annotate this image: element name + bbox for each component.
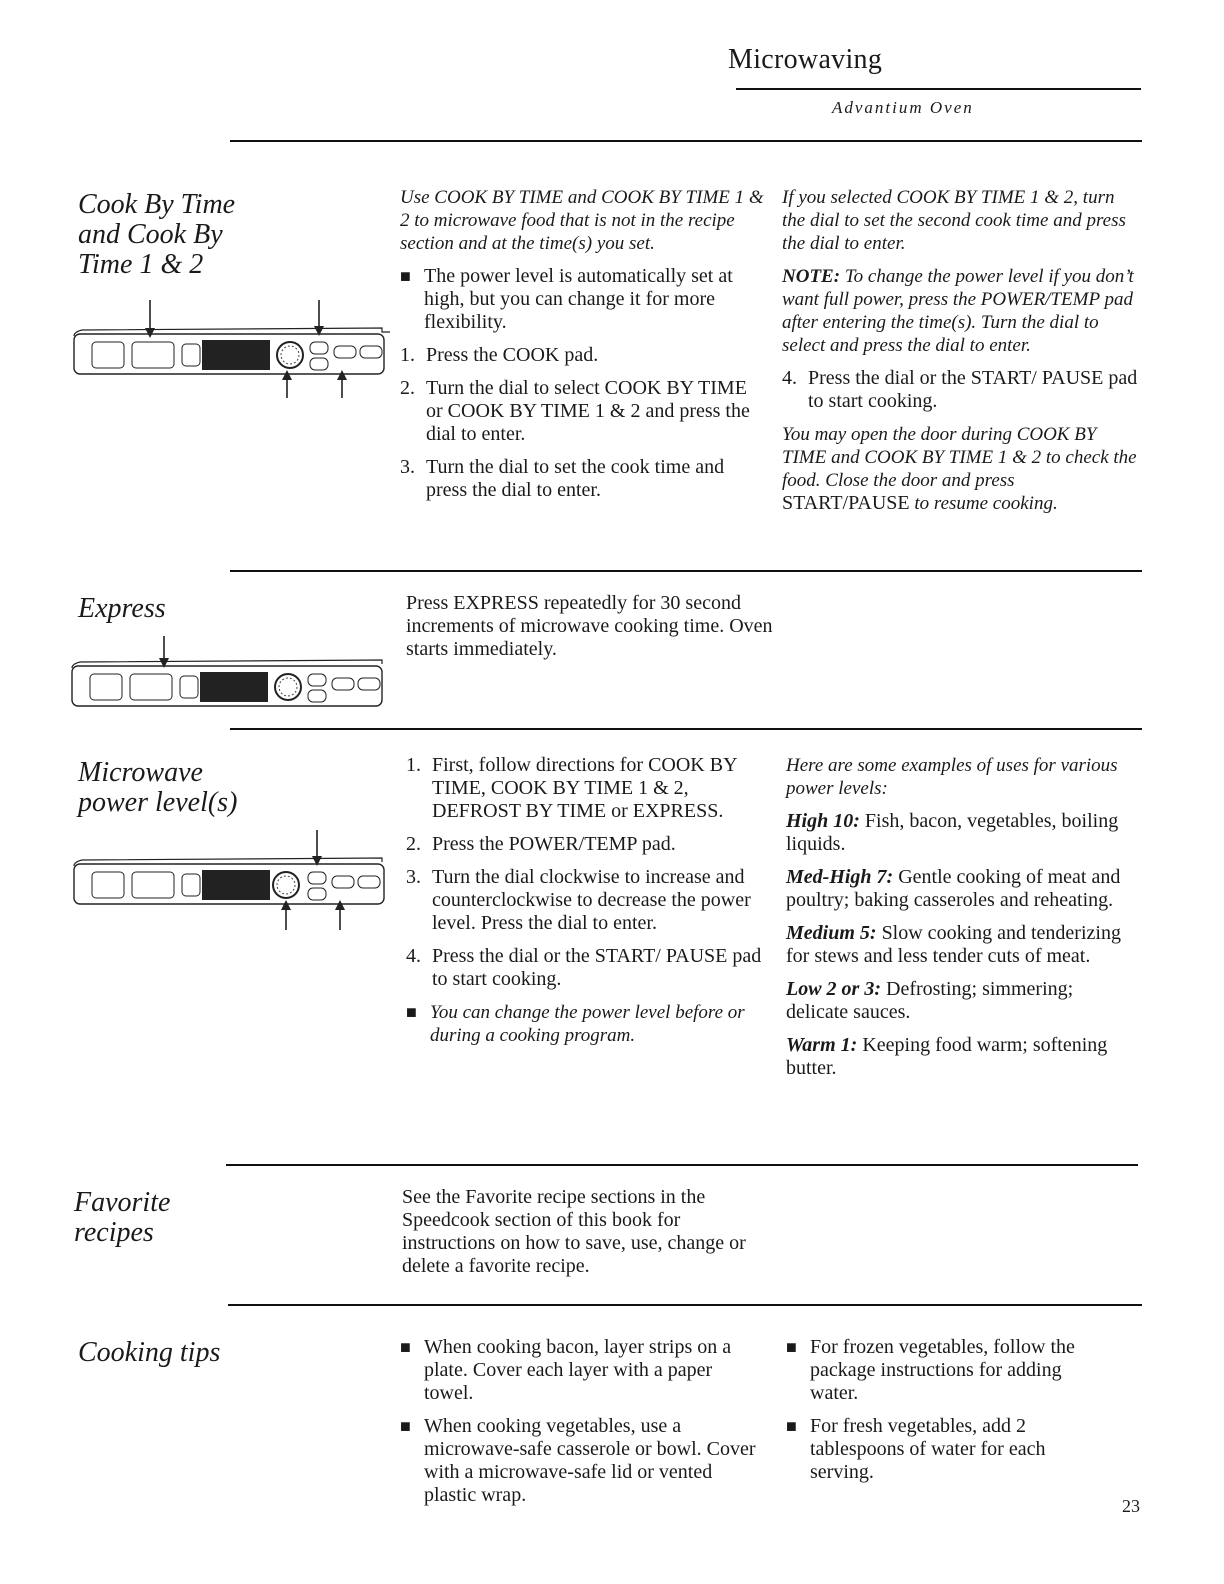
list-item: 4. Press the dial or the START/ PAUSE pad to start cooking.	[782, 367, 1138, 412]
cook-by-time-column-1	[400, 186, 765, 512]
list-item: 3. Turn the dial clockwise to increase and counterclockwise to decrease the power level. Press the dial to enter.	[406, 866, 751, 934]
cook-by-time-column-2	[782, 186, 1140, 525]
section-rule	[230, 570, 1142, 572]
list-item: 2. Press the POWER/TEMP pad.	[406, 833, 676, 855]
bullet-square-icon: ■	[400, 266, 411, 286]
favorite-text: See the Favorite recipe sections in the Speedcook section of this book for instructions on how to save, use, change or delete a favorite recipe.	[402, 1186, 746, 1277]
list-item: Med-High 7: Gentle cooking of meat and poultry; baking casseroles and reheating.	[786, 866, 1121, 911]
list-item: ■ When cooking vegetables, use a microwave-safe casserole or bowl. Cover with a microwave-safe lid or vented plastic wrap.	[400, 1415, 756, 1506]
bullet-square-icon: ■	[400, 1416, 411, 1436]
cooking-tips-column-2	[786, 1336, 1106, 1494]
bullet-square-icon: ■	[786, 1337, 797, 1357]
list-item: ■ The power level is automatically set at high, but you can change it for more flexibility.	[400, 265, 733, 333]
list-item: ■ For frozen vegetables, follow the package instructions for adding water.	[786, 1336, 1075, 1404]
section-rule	[226, 1164, 1138, 1166]
cook-by-time-note: NOTE: To change the power level if you don’t want full power, press the POWER/TEMP pad after entering the time(s). Turn the dial to select and press the dial to enter.	[782, 266, 1134, 356]
list-item: Warm 1: Keeping food warm; softening butter.	[786, 1034, 1108, 1079]
list-item: ■ You can change the power level before or during a cooking program.	[406, 1002, 745, 1046]
power-levels-examples	[786, 754, 1140, 1090]
bullet-square-icon: ■	[786, 1416, 797, 1436]
cook-by-time-second-time: If you selected COOK BY TIME 1 & 2, turn the dial to set the second cook time and press the dial to enter.	[782, 187, 1126, 254]
section-rule	[228, 1304, 1142, 1306]
page-number: 23	[1122, 1496, 1140, 1516]
section-rule	[230, 140, 1142, 142]
section-rule	[230, 728, 1142, 730]
list-item: 1. First, follow directions for COOK BY TIME, COOK BY TIME 1 & 2, DEFROST BY TIME or EXPRESS.	[406, 754, 737, 822]
header-rule	[736, 88, 1141, 90]
list-item: Low 2 or 3: Defrosting; simmering; delicate sauces.	[786, 978, 1074, 1023]
list-item: 4. Press the dial or the START/ PAUSE pad to start cooking.	[406, 945, 762, 990]
list-item: 1. Press the COOK pad.	[400, 344, 599, 366]
express-text: Press EXPRESS repeatedly for 30 second increments of microwave cooking time. Oven starts immediately.	[406, 592, 773, 660]
section-title-power-levels: Microwave power level(s)	[78, 757, 238, 818]
page-header-subtitle: Advantium Oven	[832, 98, 974, 117]
control-panel-illustration	[72, 298, 392, 400]
list-item: ■ For fresh vegetables, add 2 tablespoons of water for each serving.	[786, 1415, 1046, 1483]
cook-by-time-intro: Use COOK BY TIME and COOK BY TIME 1 & 2 to microwave food that is not in the recipe section and at the time(s) you set.	[400, 187, 764, 254]
bullet-square-icon: ■	[400, 1337, 411, 1357]
list-item: High 10: Fish, bacon, vegetables, boiling liquids.	[786, 810, 1119, 855]
section-title-express: Express	[78, 593, 166, 624]
list-item: Medium 5: Slow cooking and tenderizing for stews and less tender cuts of meat.	[786, 922, 1121, 967]
section-title-cooking-tips: Cooking tips	[78, 1337, 221, 1368]
control-panel-illustration	[70, 634, 388, 710]
power-levels-steps	[406, 754, 766, 1057]
section-title-cook-by-time: Cook By Time and Cook By Time 1 & 2	[78, 189, 236, 280]
cooking-tips-column-1	[400, 1336, 760, 1517]
cook-by-time-door-note: You may open the door during COOK BY TIME and COOK BY TIME 1 & 2 to check the food. Close the door and press START/PAUSE to resume cooking.	[782, 424, 1137, 514]
bullet-square-icon: ■	[406, 1002, 417, 1022]
page-header-title: Microwaving	[728, 44, 883, 75]
control-panel-illustration	[72, 828, 388, 932]
list-item: 3. Turn the dial to set the cook time and press the dial to enter.	[400, 456, 725, 501]
section-title-favorite: Favorite recipes	[74, 1187, 171, 1248]
list-item: 2. Turn the dial to select COOK BY TIME or COOK BY TIME 1 & 2 and press the dial to enter.	[400, 377, 750, 445]
power-levels-examples-intro: Here are some examples of uses for various power levels:	[786, 755, 1118, 799]
list-item: ■ When cooking bacon, layer strips on a plate. Cover each layer with a paper towel.	[400, 1336, 732, 1404]
